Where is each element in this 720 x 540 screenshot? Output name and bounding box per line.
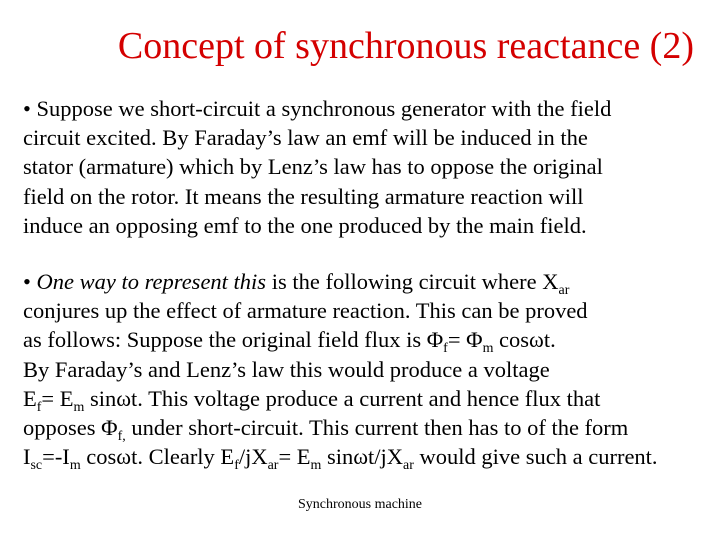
text-run: is the following circuit where X [266, 269, 559, 295]
text-run: I [23, 444, 31, 470]
text-line: field on the rotor. It means the resulting armature reaction will [23, 183, 584, 209]
bullet: • [23, 269, 31, 295]
text-run: = E [278, 444, 311, 470]
text-line [23, 384, 708, 413]
paragraph-armature-reaction [23, 267, 708, 474]
subscript: ar [403, 458, 414, 474]
subscript: m [69, 458, 81, 474]
text-line: circuit excited. By Faraday’s law an emf will be induced in the [23, 125, 588, 151]
text-line [23, 94, 708, 123]
text-run: opposes Φ [23, 415, 118, 441]
subscript: sc [30, 458, 43, 474]
subscript: m [310, 458, 322, 474]
text-run: cosωt. [493, 327, 556, 353]
text-run: as follows: Suppose the original field flux is Φ [23, 327, 444, 353]
text-line: induce an opposing emf to the one produced by the main field. [23, 212, 587, 238]
text-run: under short-circuit. This current then has to of the form [125, 415, 629, 441]
text-line [23, 413, 708, 442]
italic-text: One way to represent this [30, 269, 267, 295]
text-run: sinωt. This voltage produce a current and hence flux that [84, 385, 601, 411]
text-run: cosωt. Clearly E [80, 444, 235, 470]
subscript: m [482, 341, 494, 357]
slide-footer: Synchronous machine [297, 497, 423, 512]
text-run: sinωt/jX [321, 444, 404, 470]
text-line: conjures up the effect of armature reaction. This can be proved [23, 298, 588, 324]
subscript: ar [558, 282, 570, 298]
text-run: would give such a current. [413, 444, 658, 470]
text-line [23, 267, 708, 296]
text-run: E [23, 385, 37, 411]
subscript: ar [267, 458, 279, 474]
text-run: = E [41, 385, 74, 411]
slide-body [23, 94, 708, 474]
subscript: f [443, 341, 448, 357]
paragraph-short-circuit [23, 94, 708, 240]
subscript: m [73, 399, 85, 415]
text-line [23, 325, 708, 357]
subscript: f, [117, 428, 126, 444]
text-run: = Φ [447, 327, 483, 353]
bullet: • [23, 96, 31, 121]
text-line [23, 442, 708, 474]
subscript: f [36, 399, 42, 415]
text-run: =-I [42, 444, 70, 470]
text-line: stator (armature) which by Lenz’s law has to oppose the original [23, 154, 603, 180]
text-run: /jX [238, 444, 268, 470]
text-run: Suppose we short-circuit a synchronous generator with the field [30, 96, 612, 121]
subscript: f [234, 458, 239, 474]
slide-title: Concept of synchronous reactance (2) [117, 25, 694, 67]
text-line: By Faraday’s and Lenz’s law this would produce a voltage [23, 356, 550, 382]
